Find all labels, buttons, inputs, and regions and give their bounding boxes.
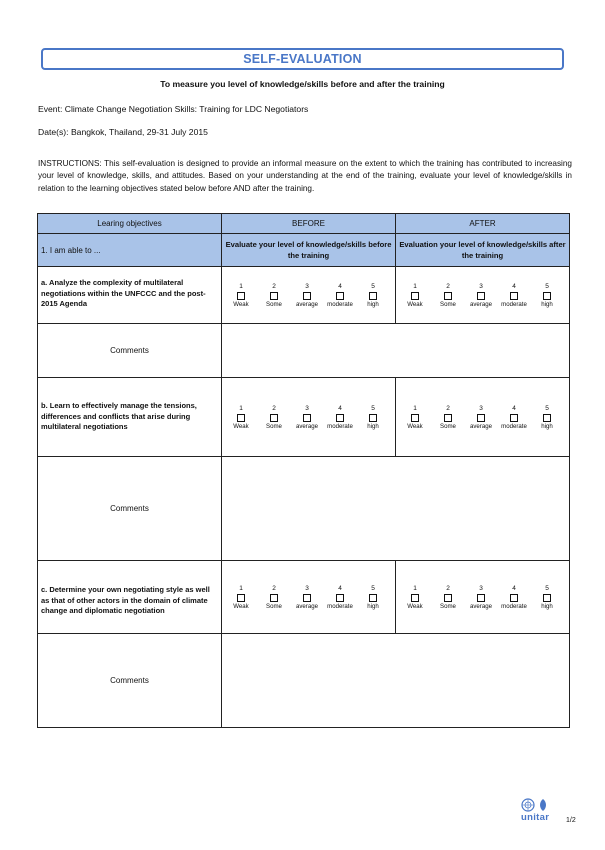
scale-number: 3 (305, 584, 309, 592)
rating-scale (222, 585, 395, 610)
scale-label: Weak (233, 602, 249, 610)
scale-label: high (541, 300, 553, 308)
scale-number: 5 (545, 584, 549, 592)
rating-checkbox[interactable] (237, 292, 245, 300)
scale-number: 5 (371, 584, 375, 592)
scale-label: average (295, 422, 319, 430)
after-scale-cell (396, 267, 570, 324)
scale-option (361, 405, 385, 430)
scale-number: 1 (413, 404, 417, 412)
scale-label: Some (440, 300, 456, 308)
scale-number: 4 (338, 282, 342, 290)
rating-checkbox[interactable] (543, 292, 551, 300)
before-scale-cell (222, 561, 396, 634)
rating-checkbox[interactable] (444, 292, 452, 300)
scale-number: 3 (305, 404, 309, 412)
objective-text: b. Learn to effectively manage the tensions, differences and conflicts that arise during multilateral negotiations (38, 378, 222, 457)
scale-number: 1 (413, 584, 417, 592)
scale-label: average (469, 422, 493, 430)
scale-option (535, 405, 559, 430)
scale-option (328, 405, 352, 430)
scale-option (502, 283, 526, 308)
rating-scale (396, 405, 569, 430)
rating-checkbox[interactable] (477, 414, 485, 422)
rating-checkbox[interactable] (510, 594, 518, 602)
comments-field[interactable] (222, 457, 570, 561)
scale-label: Weak (407, 422, 423, 430)
rating-checkbox[interactable] (336, 292, 344, 300)
scale-number: 5 (371, 282, 375, 290)
scale-number: 3 (479, 282, 483, 290)
scale-number: 4 (338, 584, 342, 592)
scale-number: 1 (239, 584, 243, 592)
rating-checkbox[interactable] (510, 414, 518, 422)
scale-option (262, 585, 286, 610)
objective-text: c. Determine your own negotiating style as well as that of other actors in the domain of climate change and diplomatic negotiation (38, 561, 222, 634)
header-objectives: Learing objectives (38, 214, 222, 234)
after-scale-cell (396, 561, 570, 634)
rating-checkbox[interactable] (411, 594, 419, 602)
instructions: INSTRUCTIONS: This self-evaluation is designed to provide an informal measure on the extent to which the training has contributed to increasing your level of knowledge, skills, and attitudes. Based on your understanding at the end of the training, evaluate your level of knowledge/skills in relation to the learning objectives stated below before AND after the training. (38, 159, 572, 193)
unitar-logo: unitar (521, 812, 550, 823)
scale-label: Weak (233, 422, 249, 430)
scale-option (436, 585, 460, 610)
comments-label: Comments (38, 634, 222, 728)
scale-number: 2 (272, 584, 276, 592)
scale-option (469, 405, 493, 430)
scale-option (535, 283, 559, 308)
comments-row (38, 457, 570, 561)
rating-checkbox[interactable] (303, 292, 311, 300)
scale-option (361, 283, 385, 308)
scale-label: high (541, 602, 553, 610)
scale-label: moderate (501, 300, 527, 308)
subtitle: To measure you level of knowledge/skills before and after the training (160, 79, 445, 89)
scale-option (262, 405, 286, 430)
before-scale-cell (222, 267, 396, 324)
scale-label: average (469, 602, 493, 610)
scale-number: 2 (446, 282, 450, 290)
objective-row (38, 378, 570, 457)
scale-option (295, 283, 319, 308)
header-before: BEFORE (222, 214, 396, 234)
rating-checkbox[interactable] (270, 594, 278, 602)
comments-field[interactable] (222, 324, 570, 378)
scale-option (403, 283, 427, 308)
rating-scale (222, 405, 395, 430)
rating-checkbox[interactable] (369, 414, 377, 422)
before-scale-cell (222, 378, 396, 457)
objective-text: a. Analyze the complexity of multilateral negotiations within the UNFCCC and the post-2015 Agenda (38, 267, 222, 324)
rating-checkbox[interactable] (369, 594, 377, 602)
scale-number: 4 (512, 584, 516, 592)
scale-option (229, 405, 253, 430)
scale-number: 2 (446, 404, 450, 412)
scale-label: moderate (501, 422, 527, 430)
comments-row (38, 324, 570, 378)
rating-checkbox[interactable] (411, 414, 419, 422)
event-line: Event: Climate Change Negotiation Skills: Training for LDC Negotiators (38, 104, 309, 114)
scale-option (436, 405, 460, 430)
scale-option (328, 585, 352, 610)
scale-number: 2 (272, 404, 276, 412)
scale-label: Some (440, 422, 456, 430)
comments-field[interactable] (222, 634, 570, 728)
scale-option (403, 585, 427, 610)
scale-label: moderate (327, 422, 353, 430)
page-number: 1/2 (566, 817, 576, 824)
scale-label: Some (266, 300, 282, 308)
scale-label: moderate (501, 602, 527, 610)
comments-label: Comments (38, 457, 222, 561)
rating-scale (396, 585, 569, 610)
rating-checkbox[interactable] (336, 594, 344, 602)
title-box (41, 48, 564, 70)
rating-scale (222, 283, 395, 308)
scale-option (229, 283, 253, 308)
scale-option (469, 585, 493, 610)
objective-row (38, 561, 570, 634)
scale-option (502, 405, 526, 430)
scale-option (262, 283, 286, 308)
scale-number: 1 (239, 404, 243, 412)
scale-label: high (541, 422, 553, 430)
scale-number: 3 (305, 282, 309, 290)
scale-number: 5 (371, 404, 375, 412)
scale-option (535, 585, 559, 610)
scale-label: moderate (327, 602, 353, 610)
evaluation-table (37, 213, 570, 728)
rating-scale (396, 283, 569, 308)
scale-label: average (295, 602, 319, 610)
scale-number: 4 (512, 404, 516, 412)
scale-number: 2 (446, 584, 450, 592)
scale-option (229, 585, 253, 610)
scale-label: Some (266, 422, 282, 430)
scale-option (328, 283, 352, 308)
after-scale-cell (396, 378, 570, 457)
scale-label: average (469, 300, 493, 308)
scale-option (469, 283, 493, 308)
rating-checkbox[interactable] (444, 594, 452, 602)
scale-number: 2 (272, 282, 276, 290)
scale-label: Weak (407, 602, 423, 610)
rating-checkbox[interactable] (411, 292, 419, 300)
comments-label: Comments (38, 324, 222, 378)
rating-checkbox[interactable] (237, 414, 245, 422)
able-to-label: 1. I am able to ... (38, 234, 222, 267)
scale-option (295, 585, 319, 610)
rating-checkbox[interactable] (303, 414, 311, 422)
rating-checkbox[interactable] (477, 594, 485, 602)
rating-checkbox[interactable] (543, 594, 551, 602)
rating-checkbox[interactable] (369, 292, 377, 300)
scale-number: 4 (512, 282, 516, 290)
rating-checkbox[interactable] (336, 414, 344, 422)
scale-label: moderate (327, 300, 353, 308)
scale-label: Some (440, 602, 456, 610)
rating-checkbox[interactable] (477, 292, 485, 300)
rating-checkbox[interactable] (444, 414, 452, 422)
rating-checkbox[interactable] (270, 414, 278, 422)
scale-number: 4 (338, 404, 342, 412)
scale-label: Weak (407, 300, 423, 308)
after-description: Evaluation your level of knowledge/skills after the training (396, 234, 570, 267)
rating-checkbox[interactable] (303, 594, 311, 602)
scale-label: high (367, 422, 379, 430)
comments-row (38, 634, 570, 728)
scale-option (295, 405, 319, 430)
scale-option (403, 405, 427, 430)
scale-number: 1 (239, 282, 243, 290)
objective-row (38, 267, 570, 324)
scale-number: 3 (479, 404, 483, 412)
scale-option (361, 585, 385, 610)
rating-checkbox[interactable] (510, 292, 518, 300)
header-after: AFTER (396, 214, 570, 234)
rating-checkbox[interactable] (543, 414, 551, 422)
scale-label: average (295, 300, 319, 308)
scale-label: high (367, 300, 379, 308)
page-title: SELF-EVALUATION (243, 52, 362, 66)
scale-label: high (367, 602, 379, 610)
rating-checkbox[interactable] (237, 594, 245, 602)
dates-line: Date(s): Bangkok, Thailand, 29-31 July 2015 (38, 127, 208, 137)
before-description: Evaluate your level of knowledge/skills before the training (222, 234, 396, 267)
scale-number: 3 (479, 584, 483, 592)
rating-checkbox[interactable] (270, 292, 278, 300)
scale-number: 5 (545, 404, 549, 412)
scale-number: 1 (413, 282, 417, 290)
scale-label: Some (266, 602, 282, 610)
scale-number: 5 (545, 282, 549, 290)
scale-option (436, 283, 460, 308)
scale-option (502, 585, 526, 610)
scale-label: Weak (233, 300, 249, 308)
